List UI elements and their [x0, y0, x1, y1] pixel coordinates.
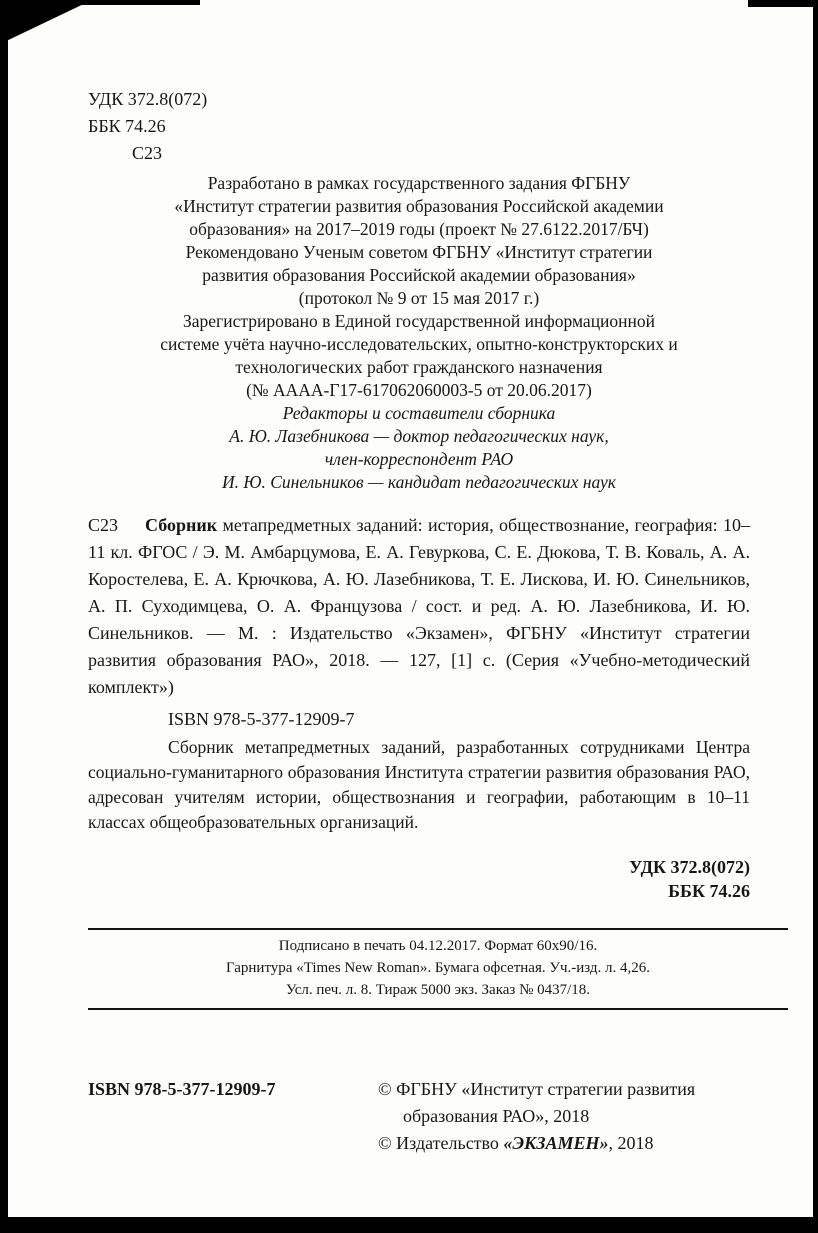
- copyright-line: © ФГБНУ «Институт стратегии развития: [378, 1079, 696, 1099]
- bib-title: Сборник: [145, 515, 218, 535]
- grant-line: системе учёта научно-исследовательских, опытно-конструкторских и: [160, 334, 678, 354]
- publisher-copyright-line: [378, 1130, 750, 1157]
- bib-body: метапредметных заданий: история, обществознание, география: 10–11 кл. ФГОС / Э. М. Амбарцумова, Е. А. Гевуркова, С. Е. Дюкова, Т. В. Коваль, А. А. Коростелева, Е. А. Крючкова, А. Ю. Лазебникова, Т. Е. Лискова, И. Ю. Синельников, А. П. Суходимцева, О. А. Французова / сост. и ред. А. Ю. Лазебникова, И. Ю. Синельников. — М. : Издательство «Экзамен», ФГБНУ «Институт стратегии развития образования РАО», 2018. — 127, [1] с. (Серия «Учебно-методический комплект»): [88, 515, 750, 697]
- bib-catalog-code: С23: [88, 515, 119, 535]
- bbk-code-right: ББК 74.26: [668, 881, 750, 901]
- copyright-line: образования РАО», 2018: [403, 1106, 590, 1126]
- udk-code-right: УДК 372.8(072): [629, 857, 750, 877]
- isbn-line: ISBN 978-5-377-12909-7: [168, 709, 355, 729]
- bibliographic-entry: [88, 512, 750, 701]
- udk-code: УДК 372.8(072): [88, 89, 208, 109]
- bib-description: [88, 512, 750, 701]
- classification-codes: [88, 86, 750, 167]
- editors-heading: Редакторы и составители сборника: [282, 403, 556, 423]
- publisher-name: «ЭКЗАМЕН»: [503, 1133, 609, 1153]
- footer-isbn: ISBN 978-5-377-12909-7: [88, 1079, 276, 1099]
- annotation-paragraph: Сборник метапредметных заданий, разработанных сотрудниками Центра социально-гуманитарного образования Института стратегии развития образования РАО, адресован учителям истории, обществознания и географии, работающим в 10–11 классах общеобразовательных организаций.: [88, 737, 750, 832]
- classification-codes-right: [88, 855, 750, 903]
- editor-line: И. Ю. Синельников — кандидат педагогических наук: [222, 472, 616, 492]
- grant-line: образования» на 2017–2019 годы (проект № 27.6122.2017/БЧ): [189, 219, 649, 239]
- grant-line: Зарегистрировано в Единой государственной информационной: [182, 311, 656, 331]
- page-content: [88, 86, 750, 1157]
- editors-block: [88, 402, 750, 494]
- grant-line: (№ АААА-Г17-617062060003-5 от 20.06.2017): [246, 380, 592, 400]
- grant-line: (протокол № 9 от 15 мая 2017 г.): [298, 288, 540, 308]
- copyright-block: [378, 1076, 750, 1157]
- scan-edge-top-right: [748, 0, 818, 7]
- grant-line: развития образования Российской академии образования»: [202, 265, 636, 285]
- editor-line: член-корреспондент РАО: [324, 449, 514, 469]
- print-info-line: Усл. печ. л. 8. Тираж 5000 экз. Заказ № 0437/18.: [285, 982, 591, 998]
- catalog-code: С23: [132, 143, 163, 163]
- publisher-prefix: © Издательство: [378, 1133, 504, 1153]
- publisher-suffix: , 2018: [608, 1133, 654, 1153]
- print-info-line: Гарнитура «Times New Roman». Бумага офсетная. Уч.-изд. л. 4,26.: [225, 960, 651, 976]
- grant-statement: [88, 172, 750, 402]
- scan-corner-top-left: [0, 0, 92, 44]
- grant-line: технологических работ гражданского назначения: [235, 357, 603, 377]
- grant-line: «Институт стратегии развития образования Российской академии: [174, 196, 664, 216]
- scan-edge-left: [0, 0, 8, 1233]
- print-info-line: Подписано в печать 04.12.2017. Формат 60х90/16.: [278, 938, 598, 954]
- footer: [88, 1076, 750, 1157]
- scan-edge-bottom: [0, 1217, 818, 1233]
- grant-line: Рекомендовано Ученым советом ФГБНУ «Институт стратегии: [185, 242, 653, 262]
- printing-info-block: [88, 928, 788, 1010]
- grant-line: Разработано в рамках государственного задания ФГБНУ: [207, 173, 631, 193]
- scan-edge-right: [813, 0, 818, 1233]
- editor-line: А. Ю. Лазебникова — доктор педагогических наук,: [229, 426, 609, 446]
- bbk-code: ББК 74.26: [88, 116, 166, 136]
